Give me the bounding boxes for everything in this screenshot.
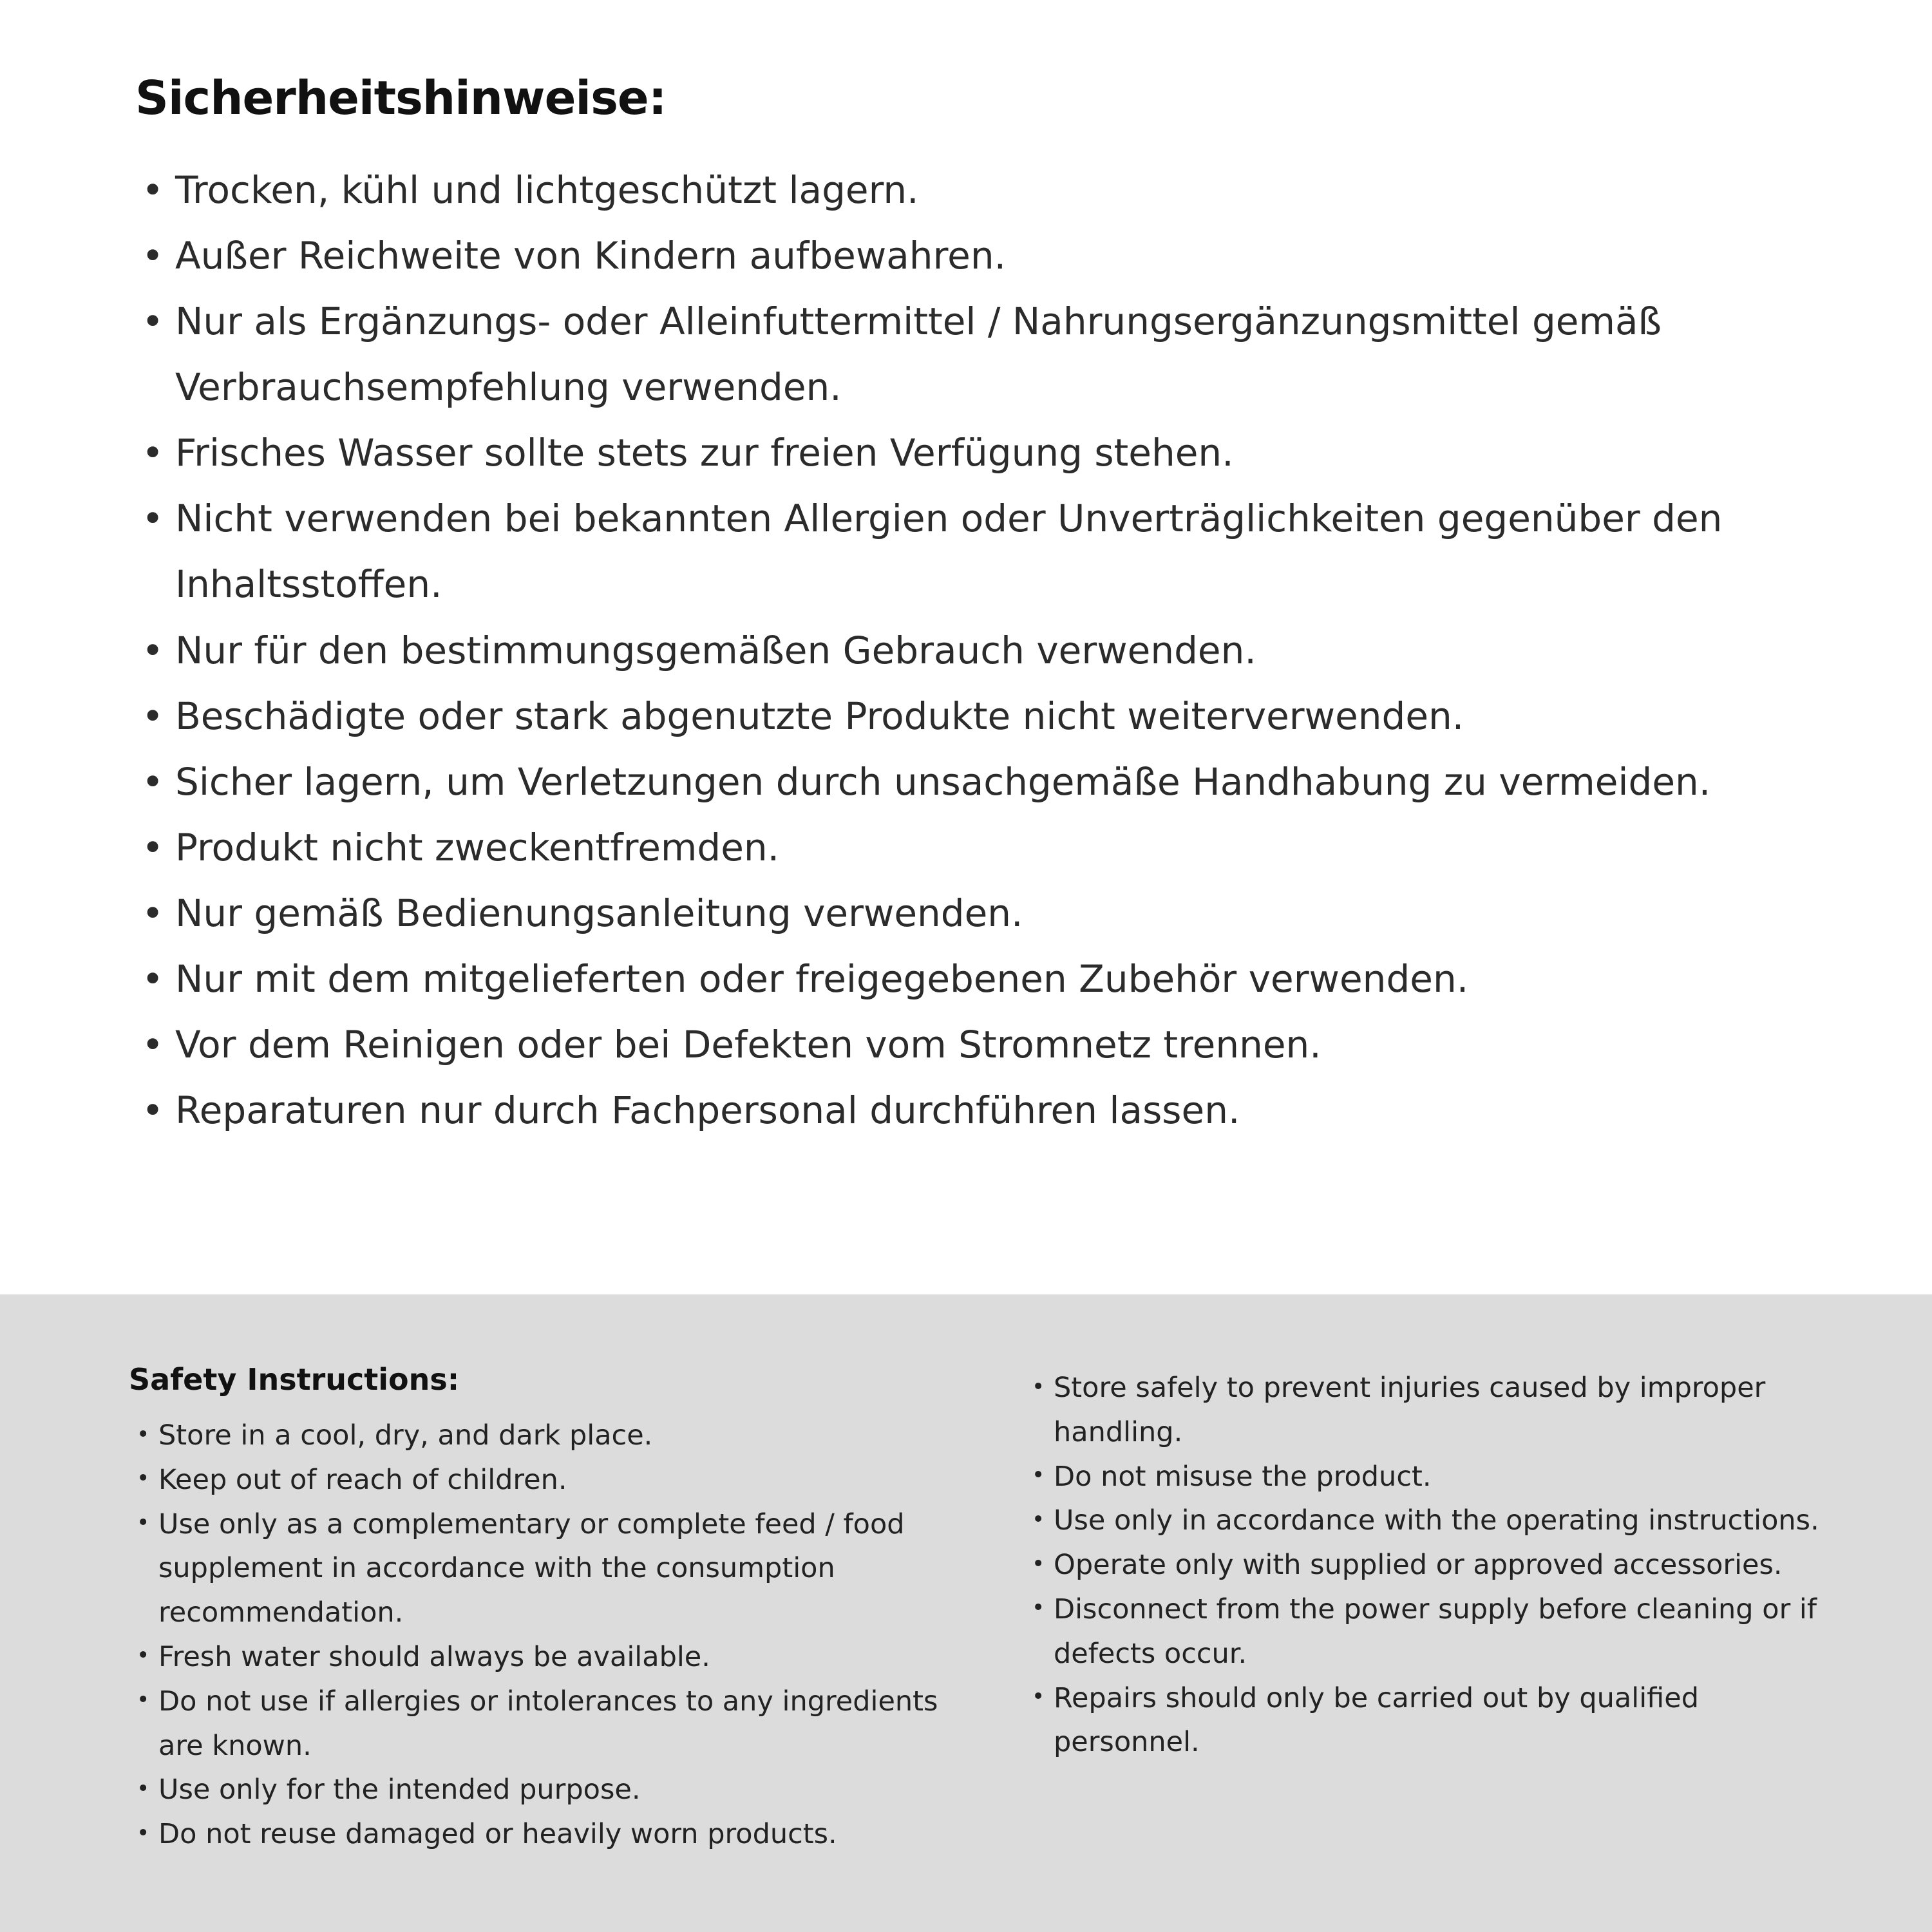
instruction-item: • Frisches Wasser sollte stets zur freien Verfügung stehen.: [135, 420, 1797, 486]
english-safety-section: [0, 1294, 1932, 1932]
instruction-item: • Keep out of reach of children.: [129, 1458, 940, 1502]
english-left-column: [129, 1362, 940, 1932]
instruction-item: • Use only as a complementary or complete feed / food supplement in accordance with the consumption recommendation.: [129, 1502, 940, 1635]
instruction-item: • Use only in accordance with the operating instructions.: [1024, 1499, 1835, 1543]
instruction-item: • Nur mit dem mitgelieferten oder freigegebenen Zubehör verwenden.: [135, 946, 1797, 1012]
english-instruction-list-left: [129, 1414, 940, 1857]
instruction-item: • Außer Reichweite von Kindern aufbewahren.: [135, 223, 1797, 289]
instruction-item: • Nur gemäß Bedienungsanleitung verwenden.: [135, 880, 1797, 946]
instruction-item: • Use only for the intended purpose.: [129, 1768, 940, 1812]
english-section-title: Safety Instructions:: [129, 1362, 460, 1397]
instruction-item: • Nur als Ergänzungs- oder Alleinfuttermittel / Nahrungsergänzungsmittel gemäß Verbrauchsempfehlung verwenden.: [135, 289, 1797, 420]
instruction-item: • Store in a cool, dry, and dark place.: [129, 1414, 940, 1458]
instruction-item: • Trocken, kühl und lichtgeschützt lagern.: [135, 157, 1797, 223]
english-right-column: [1024, 1362, 1835, 1932]
instruction-item: • Sicher lagern, um Verletzungen durch unsachgemäße Handhabung zu vermeiden.: [135, 749, 1797, 815]
instruction-item: • Nur für den bestimmungsgemäßen Gebrauch verwenden.: [135, 618, 1797, 683]
instruction-item: • Operate only with supplied or approved accessories.: [1024, 1543, 1835, 1587]
instruction-item: • Beschädigte oder stark abgenutzte Produkte nicht weiterverwenden.: [135, 683, 1797, 749]
instruction-item: • Disconnect from the power supply before cleaning or if defects occur.: [1024, 1587, 1835, 1676]
instruction-item: • Vor dem Reinigen oder bei Defekten vom Stromnetz trennen.: [135, 1012, 1797, 1077]
instruction-item: • Produkt nicht zweckentfremden.: [135, 815, 1797, 880]
instruction-item: • Do not reuse damaged or heavily worn products.: [129, 1812, 940, 1857]
german-instruction-list: [135, 157, 1797, 1143]
german-section-title: Sicherheitshinweise:: [135, 71, 667, 125]
instruction-item: • Fresh water should always be available.: [129, 1635, 940, 1680]
instruction-item: • Do not misuse the product.: [1024, 1455, 1835, 1499]
instruction-item: • Reparaturen nur durch Fachpersonal durchführen lassen.: [135, 1077, 1797, 1143]
instruction-item: • Do not use if allergies or intolerances to any ingredients are known.: [129, 1680, 940, 1768]
instruction-item: • Repairs should only be carried out by qualified personnel.: [1024, 1676, 1835, 1765]
english-instruction-list-right: [1024, 1366, 1835, 1765]
instruction-item: • Nicht verwenden bei bekannten Allergien oder Unverträglichkeiten gegenüber den Inhaltsstoffen.: [135, 486, 1797, 617]
instruction-item: • Store safely to prevent injuries caused by improper handling.: [1024, 1366, 1835, 1455]
